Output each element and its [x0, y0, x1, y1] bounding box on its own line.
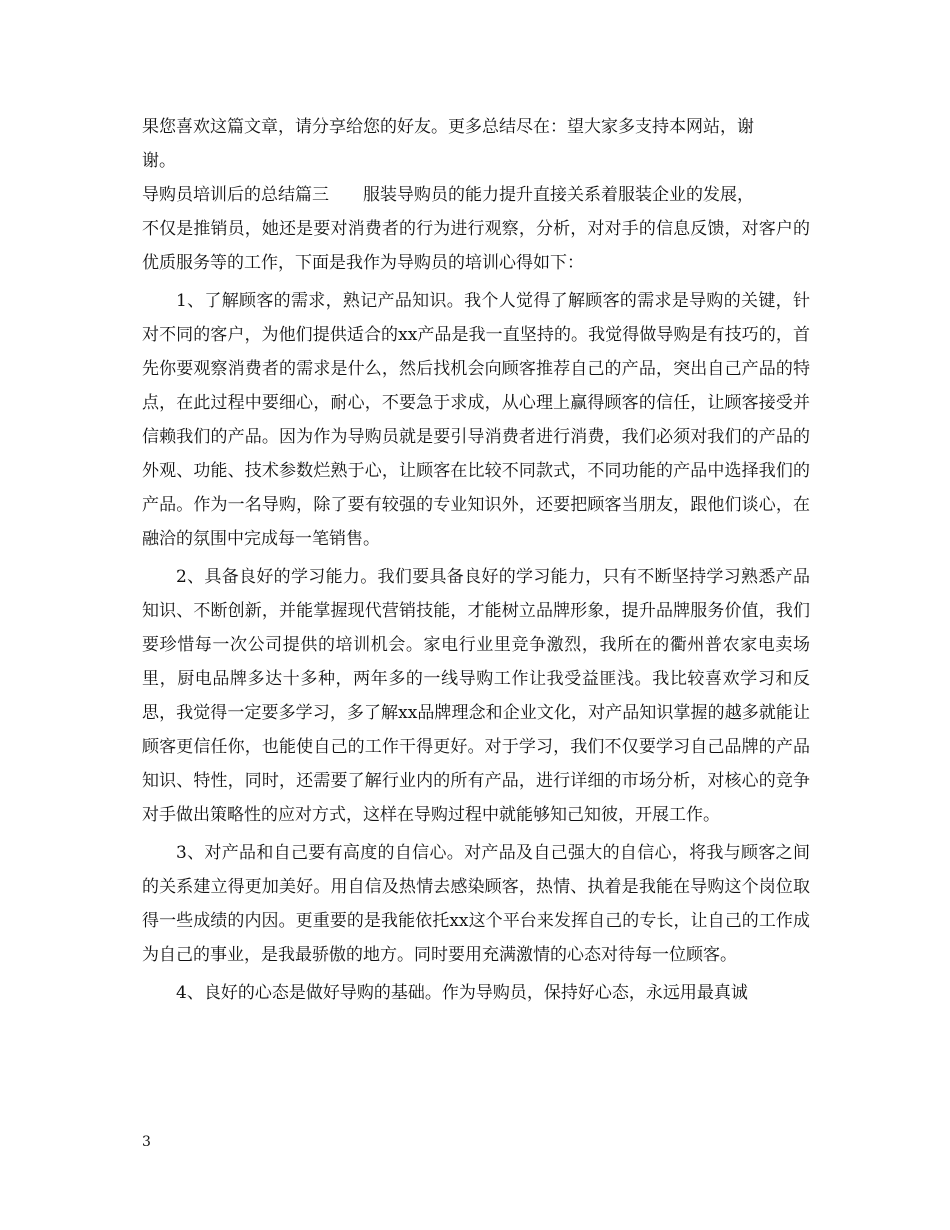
body-paragraph-3: 3、对产品和自己要有高度的自信心。对产品及自己强大的自信心，将我与顾客之间的关系建立得更加美好。用自信及热情去感染顾客，热情、执着是我能在导购这个岗位取得一些成绩的内因。更重要的是我能依托xx这个平台来发挥自己的专长，让自己的工作成为自己的事业，是我最骄傲的地方。同时要用充满激情的心态对待每一位顾客。 [142, 843, 810, 965]
page-number: 3 [142, 1134, 151, 1150]
text-line: 谢。 [142, 151, 176, 171]
document-body [142, 110, 810, 1010]
body-paragraph-4: 4、良好的心态是做好导购的基础。作为导购员，保持好心态，永远用最真诚 [176, 983, 748, 1003]
intro-paragraph: 不仅是推销员，她还是要对消费者的行为进行观察，分析，对对手的信息反馈，对客户的优质服务等的工作，下面是我作为导购员的培训心得如下： [142, 219, 810, 273]
body-paragraph-2: 2、具备良好的学习能力。我们要具备良好的学习能力，只有不断坚持学习熟悉产品知识、不断创新，并能掌握现代营销技能，才能树立品牌形象，提升品牌服务价值，我们要珍惜每一次公司提供的培训机会。家电行业里竞争激烈，我所在的衢州普农家电卖场里，厨电品牌多达十多种，两年多的一线导购工作让我受益匪浅。我比较喜欢学习和反思，我觉得一定要多学习，多了解xx品牌理念和企业文化，对产品知识掌握的越多就能让顾客更信任你，也能使自己的工作干得更好。对于学习，我们不仅要学习自己品牌的产品知识、特性，同时，还需要了解行业内的所有产品，进行详细的市场分析，对核心的竞争对手做出策略性的应对方式，这样在导购过程中就能够知己知彼，开展工作。 [142, 567, 810, 825]
section-heading-line: 导购员培训后的总结篇三 服装导购员的能力提升直接关系着服装企业的发展， [142, 185, 754, 205]
body-paragraph-1: 1、了解顾客的需求，熟记产品知识。我个人觉得了解顾客的需求是导购的关键，针对不同的客户，为他们提供适合的xx产品是我一直坚持的。我觉得做导购是有技巧的，首先你要观察消费者的需求是什么，然后找机会向顾客推荐自己的产品，突出自己产品的特点，在此过程中要细心，耐心，不要急于求成，从心理上赢得顾客的信任，让顾客接受并信赖我们的产品。因为作为导购员就是要引导消费者进行消费，我们必须对我们的产品的外观、功能、技术参数烂熟于心，让顾客在比较不同款式，不同功能的产品中选择我们的产品。作为一名导购，除了要有较强的专业知识外，还要把顾客当朋友，跟他们谈心，在融洽的氛围中完成每一笔销售。 [142, 291, 810, 549]
text-line: 果您喜欢这篇文章，请分享给您的好友。更多总结尽在：望大家多支持本网站，谢 [142, 117, 754, 137]
